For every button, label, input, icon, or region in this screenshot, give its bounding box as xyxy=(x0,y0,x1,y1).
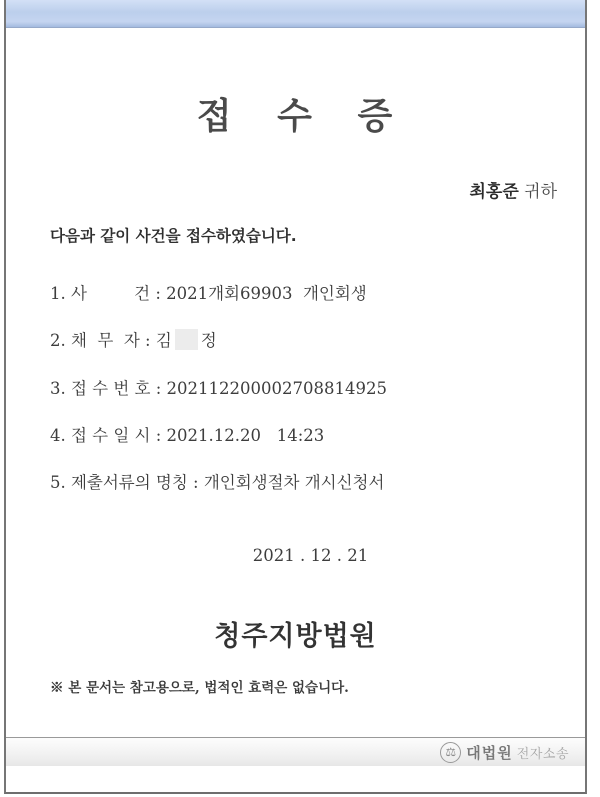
issue-date: 2021 . 12 . 21 xyxy=(252,546,369,565)
document-title: 접 수 증 xyxy=(196,95,395,137)
document-viewer-window xyxy=(4,0,587,794)
brand-supreme-court: 대법원 xyxy=(466,743,513,762)
debtor-label-and-name-prefix: 2. 채 무 자 : 김 xyxy=(50,331,172,350)
window-titlebar xyxy=(6,0,585,28)
redaction-box xyxy=(175,329,198,350)
list-item-receipt-datetime: 4. 접 수 일 시 : 2021.12.20 14:23 xyxy=(50,426,325,445)
intro-text: 다음과 같이 사건을 접수하였습니다. xyxy=(50,227,297,245)
list-item-debtor xyxy=(50,327,217,351)
brand-electronic-litigation: 전자소송 xyxy=(516,746,569,762)
recipient-honorific: 귀하 xyxy=(518,182,557,202)
court-name: 청주지방법원 xyxy=(214,621,377,652)
list-item-submitted-document: 5. 제출서류의 명칭 : 개인회생절차 개시신청서 xyxy=(50,473,385,492)
recipient-line xyxy=(469,177,557,202)
footer-bar xyxy=(6,737,585,766)
recipient-name: 최홍준 xyxy=(469,182,519,202)
receipt-document xyxy=(6,28,585,766)
list-item-case-number: 1. 사 건 : 2021개회69903 개인회생 xyxy=(50,284,367,303)
list-item-receipt-number: 3. 접 수 번 호 : 202112200002708814925 xyxy=(50,379,387,398)
supreme-court-seal-icon: ⚖ xyxy=(440,742,461,763)
disclaimer-text: ※ 본 문서는 참고용으로, 법적인 효력은 없습니다. xyxy=(50,680,349,696)
debtor-name-suffix: 정 xyxy=(200,331,217,350)
